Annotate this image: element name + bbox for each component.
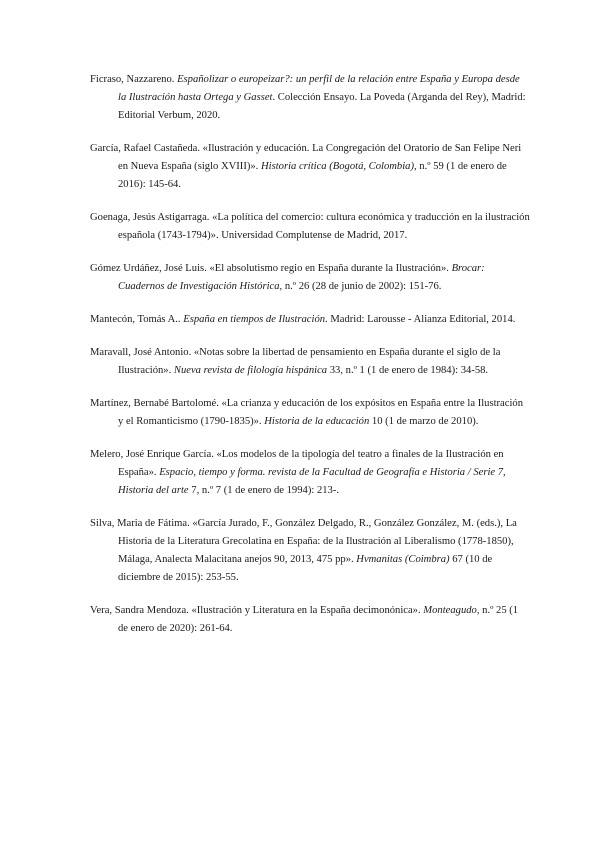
bibliography-page xyxy=(90,71,530,653)
bibliography-entry-melero: Melero, José Enrique García. «Los modelos de la tipología del teatro a finales de la Ilustración en España». Espacio, tiempo y forma. revista de la Facultad de Geografía e Historia / Serie 7, Historia del arte 7, n.º 7 (1 de enero de 1994): 213-. xyxy=(90,449,506,496)
bibliography-entry-garcia: García, Rafael Castañeda. «Ilustración y educación. La Congregación del Oratorio de San Felipe Neri en Nueva España (siglo XVIII)». Historia crítica (Bogotá, Colombia), n.º 59 (1 de enero de 2016): 145-64. xyxy=(90,143,522,190)
bibliography-entry-ficraso: Ficraso, Nazzareno. Españolizar o europeizar?: un perfil de la relación entre España y Europa desde la Ilustración hasta Ortega y Gasset. Colección Ensayo. La Poveda (Arganda del Rey), Madrid: Editorial Verbum, 2020. xyxy=(90,74,526,121)
bibliography-entry-vera: Vera, Sandra Mendoza. «Ilustración y Literatura en la España decimonónica». Monteagudo, n.º 25 (1 de enero de 2020): 261-64. xyxy=(90,605,519,634)
bibliography-entry-gomez-urdanez: Gómez Urdáñez, José Luis. «El absolutismo regio en España durante la Ilustración». Brocar: Cuadernos de Investigación Histórica, n.º 26 (28 de junio de 2002): 151-76. xyxy=(90,263,485,292)
bibliography-entry-maravall: Maravall, José Antonio. «Notas sobre la libertad de pensamiento en España durante el siglo de la Ilustración». Nueva revista de filología hispánica 33, n.º 1 (1 de enero de 1984): 34-58. xyxy=(90,347,501,376)
bibliography-entry-silva: Silva, Maria de Fátima. «García Jurado, F., González Delgado, R., González González, M. (eds.), La Historia de la Literatura Grecolatina en España: de la Ilustración al Liberalismo (1778-1850), Málaga, Analecta Malacitana anejos 90, 2013, 475 pp». Hvmanitas (Coimbra) 67 (10 de diciembre de 2015): 253-55. xyxy=(90,518,517,583)
bibliography-entry-mantecon: Mantecón, Tomás A.. España en tiempos de Ilustración. Madrid: Larousse - Alianza Editorial, 2014. xyxy=(90,314,516,325)
bibliography-entry-goenaga: Goenaga, Jesús Astigarraga. «La política del comercio: cultura económica y traducción en la ilustración española (1743-1794)». Universidad Complutense de Madrid, 2017. xyxy=(90,212,530,241)
bibliography-entry-martinez: Martínez, Bernabé Bartolomé. «La crianza y educación de los expósitos en España entre la Ilustración y el Romanticismo (1790-1835)». Historia de la educación 10 (1 de marzo de 2010). xyxy=(90,398,523,427)
